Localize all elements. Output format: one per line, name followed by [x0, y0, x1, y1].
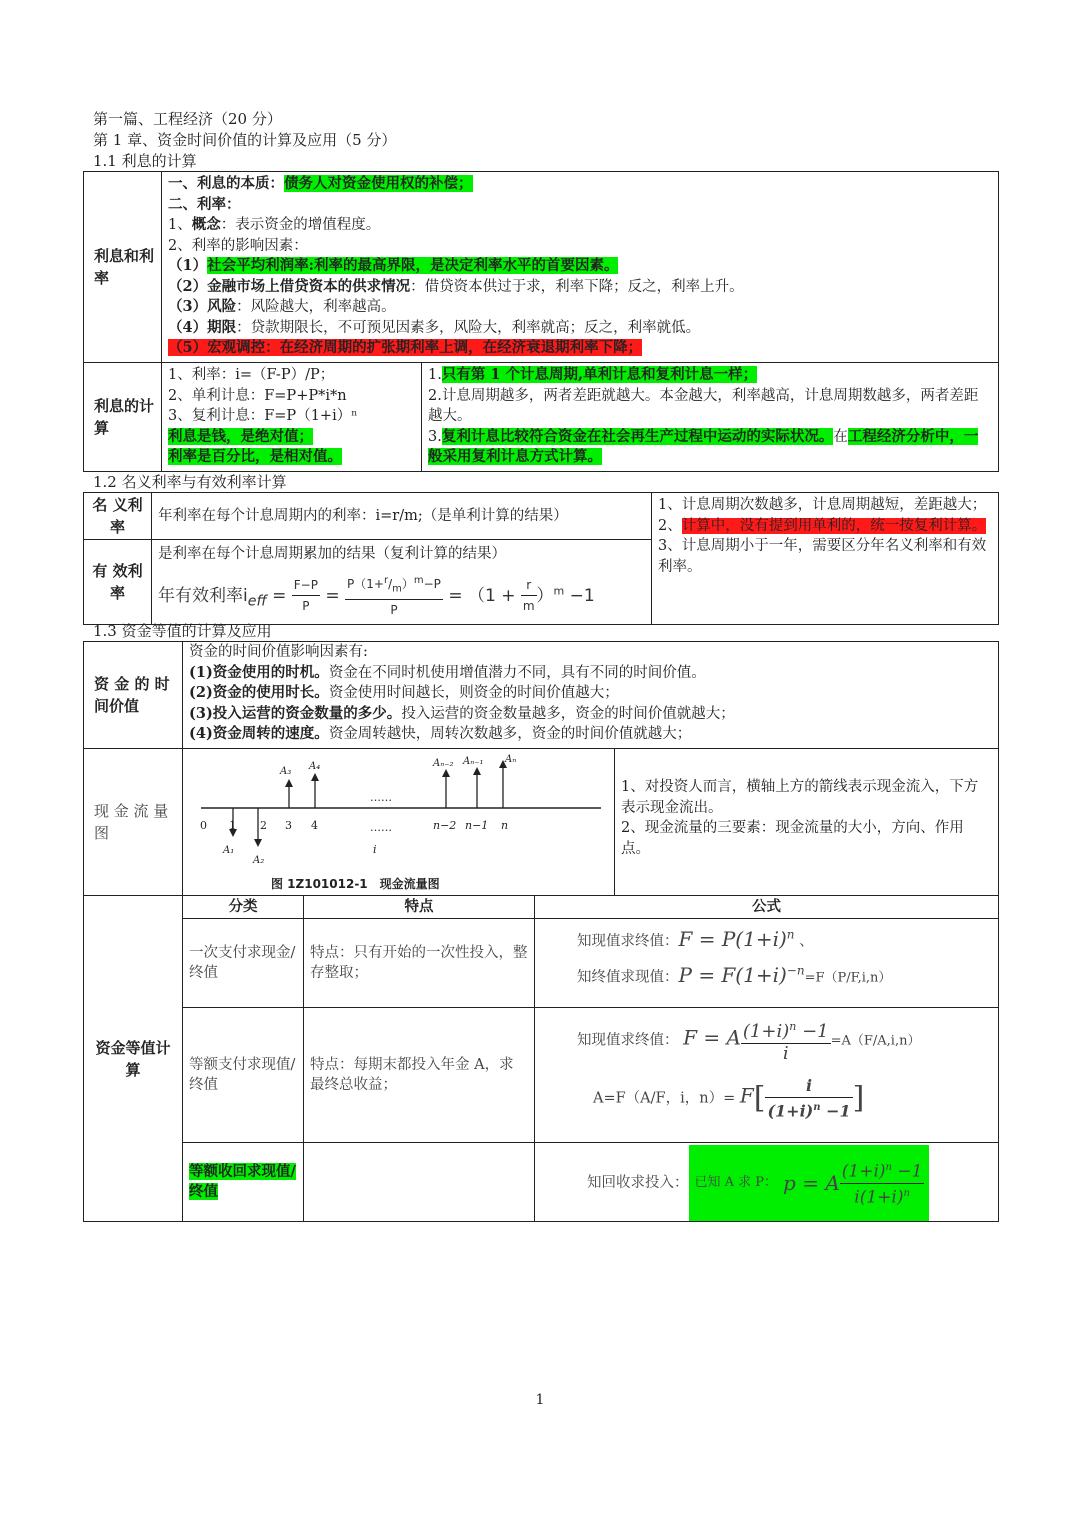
label-a4: A₄	[309, 761, 321, 772]
interest-rate-row	[84, 172, 999, 363]
label-an2: Aₙ₋₂	[433, 758, 454, 769]
col-header-feature: 特点	[304, 896, 535, 919]
chapter-title: 第 1 章、资金时间价值的计算及应用（5 分）	[93, 131, 397, 149]
col-header-class: 分类	[183, 896, 304, 919]
equiv-header-row	[84, 896, 999, 919]
dots-upper: ……	[370, 791, 392, 804]
section-1-2-title: 1.2 名义利率与有效利率计算	[93, 473, 287, 491]
equiv-row-single	[84, 919, 999, 1008]
time-value-row	[84, 642, 999, 749]
recovery-formula-highlight: 已知 A 求 P： p = A $\frac{(1+i)^n -1}{i(1+i)^n}$	[689, 1145, 929, 1221]
formula-recovery: 知回收求投入： 已知 A 求 P： p = A $\frac{(1+i)^n -1}{i(1+i)^n}$	[535, 1143, 999, 1222]
rate-table	[83, 492, 999, 625]
arrowhead-an1	[473, 767, 481, 775]
part-title: 第一篇、工程经济（20 分）	[93, 110, 282, 128]
arrowhead-a3	[285, 779, 293, 787]
row-label-equiv: 资金等值计算	[84, 896, 183, 1222]
nominal-rate-row	[84, 493, 999, 540]
nominal-rate-text: 年利率在每个计息周期内的利率：i=r/m;（是单利计算的结果）	[152, 493, 652, 540]
tick-3: 3	[285, 819, 292, 832]
tick-n2: n−2	[433, 819, 457, 832]
tick-i: i	[373, 843, 377, 856]
label-an: Aₙ	[505, 754, 517, 765]
interest-rate-content: 一、利息的本质：债务人对资金使用权的补偿； 二、利率： 1、概念：表示资金的增值程度。 2、利率的影响因素： （1）社会平均利润率:利率的最高界限，是决定利率水平的首要因素。 （2）金融市场上借贷资本的供求情况：借贷资本供过于求，利率下降；反之，利率上升。 （3）风险：风险越大，利率越高。 （4）期限：贷款期限长，不可预见因素多，风险大，利率就高；反之，利率就低。 （5）宏观调控：在经济周期的扩张期利率上调，在经济衰退期利率下降；	[162, 172, 999, 363]
tick-1: 1	[229, 819, 236, 832]
class-annuity: 等额支付求现值/终值	[183, 1008, 304, 1143]
effective-rate-formula: 年有效利率$i_{eff}$ = $\frac{F-P}{P}$ = $\frac{P(1+^r/_m)^m-P}{P}$ = （1 + $\frac{r}{m}$ ）$^m$ −1	[158, 571, 645, 621]
page-number: 1	[535, 1392, 545, 1408]
row-label-time-value: 资 金 的 时间价值	[84, 642, 183, 749]
arrowhead-a2	[254, 839, 262, 847]
cashflow-row	[84, 749, 999, 896]
tick-n: n	[501, 819, 509, 832]
time-value-content: 资金的时间价值影响因素有: (1)资金使用的时机。资金在不同时机使用增值潜力不同，具有不同的时间价值。 (2)资金的使用时长。资金使用时间越长，则资金的时间价值越大； (3)投入运营的资金数量的多少。投入运营的资金数量越多，资金的时间价值就越大； (4)资金周转的速度。资金周转越快，周转次数越多，资金的时间价值就越大；	[183, 642, 999, 749]
interest-table	[83, 171, 999, 472]
row-label-effective-rate: 有 效利率	[84, 540, 152, 625]
dots-lower: ……	[370, 821, 392, 834]
class-recovery: 等额收回求现值/终值	[183, 1143, 304, 1222]
cashflow-diagram-cell	[183, 749, 615, 896]
row-label-nominal-rate: 名 义利率	[84, 493, 152, 540]
label-an1: Aₙ₋₁	[463, 756, 484, 767]
cashflow-caption: 图 1Z101012-1 现金流量图	[271, 877, 440, 891]
formula-annuity: 知现值求终值： F = A $\frac{(1+i)^n -1}{i}$ =A（F/A,i,n） A=F（A/F，i，n）= F[ $\frac{i}{(1+i)^n -1}$ ]	[535, 1008, 999, 1143]
row-label-cashflow: 现 金 流 量图	[84, 749, 183, 896]
section-1-3-title: 1.3 资金等值的计算及应用	[93, 622, 272, 640]
cashflow-notes: 1、对投资人而言，横轴上方的箭线表示现金流入，下方表示现金流出。 2、现金流量的三要素：现金流量的大小，方向、作用点。	[615, 749, 999, 896]
row-label-interest-rate: 利息和利率	[84, 172, 162, 363]
label-a3: A₃	[280, 766, 292, 777]
feature-single-payment: 特点：只有开始的一次性投入，整存整取；	[304, 919, 535, 1008]
tick-0: 0	[200, 819, 207, 832]
label-a1: A₁	[223, 845, 235, 856]
tick-4: 4	[311, 819, 318, 832]
effective-rate-cell: 是利率在每个计息周期累加的结果（复利计算的结果） 年有效利率$i_{eff}$ = $\frac{F-P}{P}$ = $\frac{P(1+^r/_m)^m-P}{P}$ = （1 + $\frac{r}{m}$ ）$^m$ −1	[152, 540, 652, 625]
tick-2: 2	[260, 819, 267, 832]
tick-n1: n−1	[465, 819, 489, 832]
time-value-table	[83, 641, 999, 1222]
section-1-1-title: 1.1 利息的计算	[93, 152, 197, 170]
equiv-row-recovery	[84, 1143, 999, 1222]
row-label-interest-calc: 利息的计算	[84, 363, 162, 472]
interest-calc-row	[84, 363, 999, 472]
equiv-row-annuity	[84, 1008, 999, 1143]
label-a2: A₂	[253, 855, 265, 866]
formula-single-payment: 知现值求终值：$F = P(1+i)^n$ 、 知终值求现值：$P = F(1+i)^{-n}=F(P/F,i,n)$	[535, 919, 999, 1008]
feature-recovery	[304, 1143, 535, 1222]
interest-calc-left: 1、利率：i=（F-P）/P； 2、单利计息：F=P+P*i*n 3、复利计息：F=P（1+i）ⁿ 利息是钱，是绝对值； 利率是百分比，是相对值。	[162, 363, 422, 472]
cashflow-diagram	[183, 749, 613, 895]
interest-calc-right: 1.只有第 1 个计息周期,单利计息和复利计息一样； 2.计息周期越多，两者差距就越大。本金越大，利率越高，计息周期数越多，两者差距越大。 3.复利计息比较符合资金在社会再生产过程中运动的实际状况。在工程经济分析中，一般采用复利计息方式计算。	[422, 363, 999, 472]
col-header-formula: 公式	[535, 896, 999, 919]
feature-annuity: 特点：每期末都投入年金 A，求最终总收益；	[304, 1008, 535, 1143]
class-single-payment: 一次支付求现金/终值	[183, 919, 304, 1008]
rate-notes: 1、计息周期次数越多，计息周期越短，差距越大； 2、计算中，没有提到用单利的，统一按复利计算。 3、计息周期小于一年，需要区分年名义利率和有效利率。	[652, 493, 999, 625]
arrowhead-an2	[442, 769, 450, 777]
arrowhead-a4	[311, 773, 319, 781]
